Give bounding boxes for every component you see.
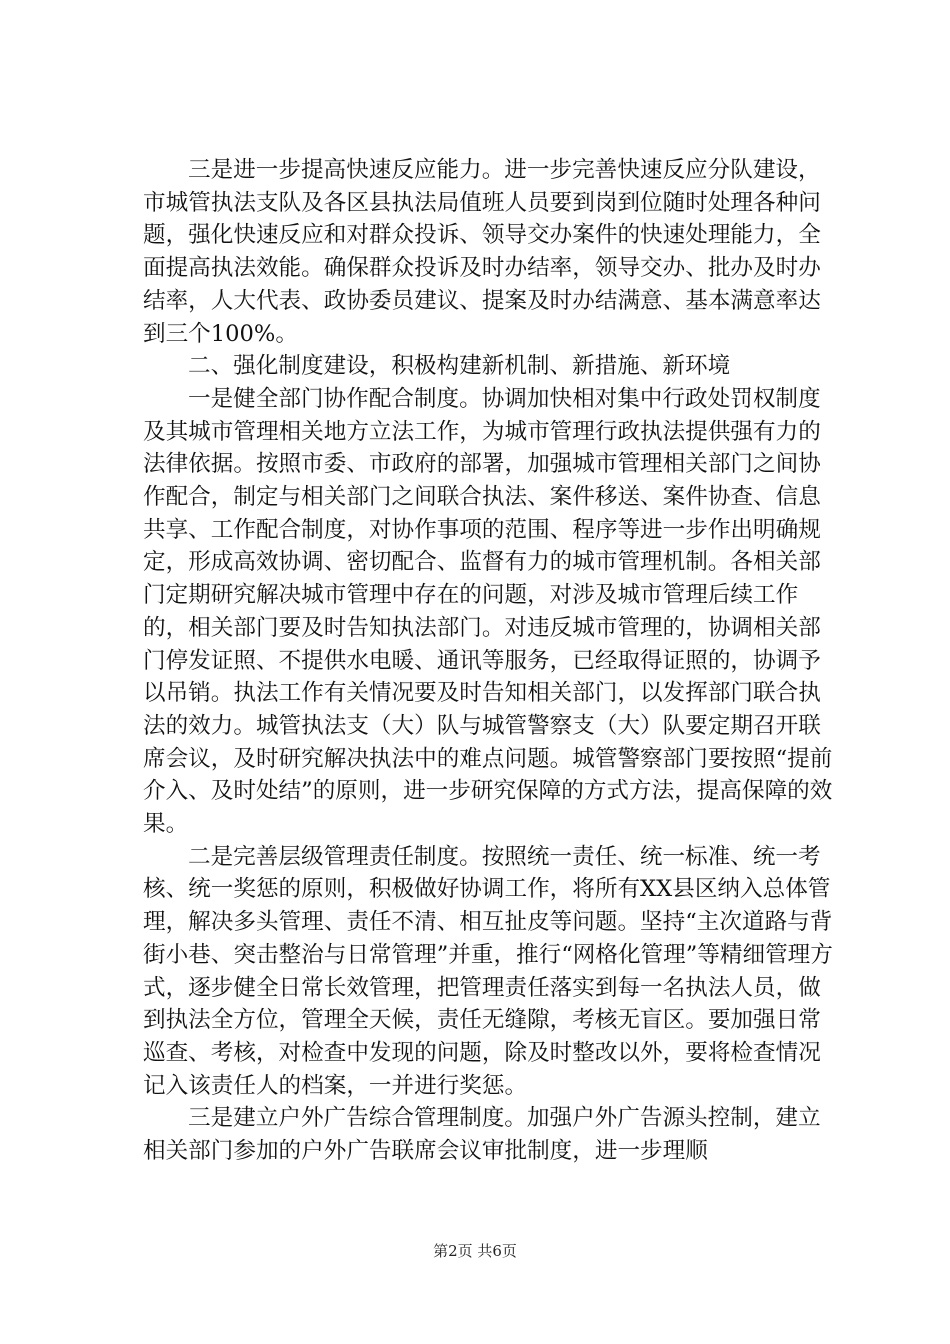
paragraph-hierarchical-management: 二是完善层级管理责任制度。按照统一责任、统一标准、统一考核、统一奖惩的原则，积极做好协调工作，将所有XX县区纳入总体管理，解决多头管理、责任不清、相互扯皮等问题。坚持“主次道路与背街小巷、突击整治与日常管理”并重，推行“网格化管理”等精细管理方式，逐步健全日常长效管理，把管理责任落实到每一名执法人员，做到执法全方位，管理全天候，责任无缝隙，考核无盲区。要加强日常巡查、考核，对检查中发现的问题，除及时整改以外，要将检查情况记入该责任人的档案，一并进行奖惩。 — [143, 843, 833, 1099]
document-body — [143, 154, 833, 1168]
paragraph-outdoor-advertising: 三是建立户外广告综合管理制度。加强户外广告源头控制，建立相关部门参加的户外广告联席会议审批制度，进一步理顺 — [143, 1105, 821, 1165]
page-footer: 第2页 共6页 — [433, 1242, 517, 1260]
paragraph-rapid-response: 三是进一步提高快速反应能力。进一步完善快速反应分队建设，市城管执法支队及各区县执法局值班人员要到岗到位随时处理各种问题，强化快速反应和对群众投诉、领导交办案件的快速处理能力，全面提高执法效能。确保群众投诉及时办结率，领导交办、批办及时办结率，人大代表、政协委员建议、提案及时办结满意、基本满意率达到三个100%。 — [143, 157, 821, 347]
paragraph-department-cooperation: 一是健全部门协作配合制度。协调加快相对集中行政处罚权制度及其城市管理相关地方立法工作，为城市管理行政执法提供强有力的法律依据。按照市委、市政府的部署，加强城市管理相关部门之间协作配合，制定与相关部门之间联合执法、案件移送、案件协查、信息共享、工作配合制度，对协作事项的范围、程序等进一步作出明确规定，形成高效协调、密切配合、监督有力的城市管理机制。各相关部门定期研究解决城市管理中存在的问题，对涉及城市管理后续工作的，相关部门要及时告知执法部门。对违反城市管理的，协调相关部门停发证照、不提供水电暖、通讯等服务，已经取得证照的，协调予以吊销。执法工作有关情况要及时告知相关部门，以发挥部门联合执法的效力。城管执法支（大）队与城管警察支（大）队要定期召开联席会议，及时研究解决执法中的难点问题。城管警察部门要按照“提前介入、及时处结”的原则，进一步研究保障的方式方法，提高保障的效果。 — [143, 385, 833, 838]
section-heading-2: 二、强化制度建设，积极构建新机制、新措施、新环境 — [188, 353, 731, 380]
